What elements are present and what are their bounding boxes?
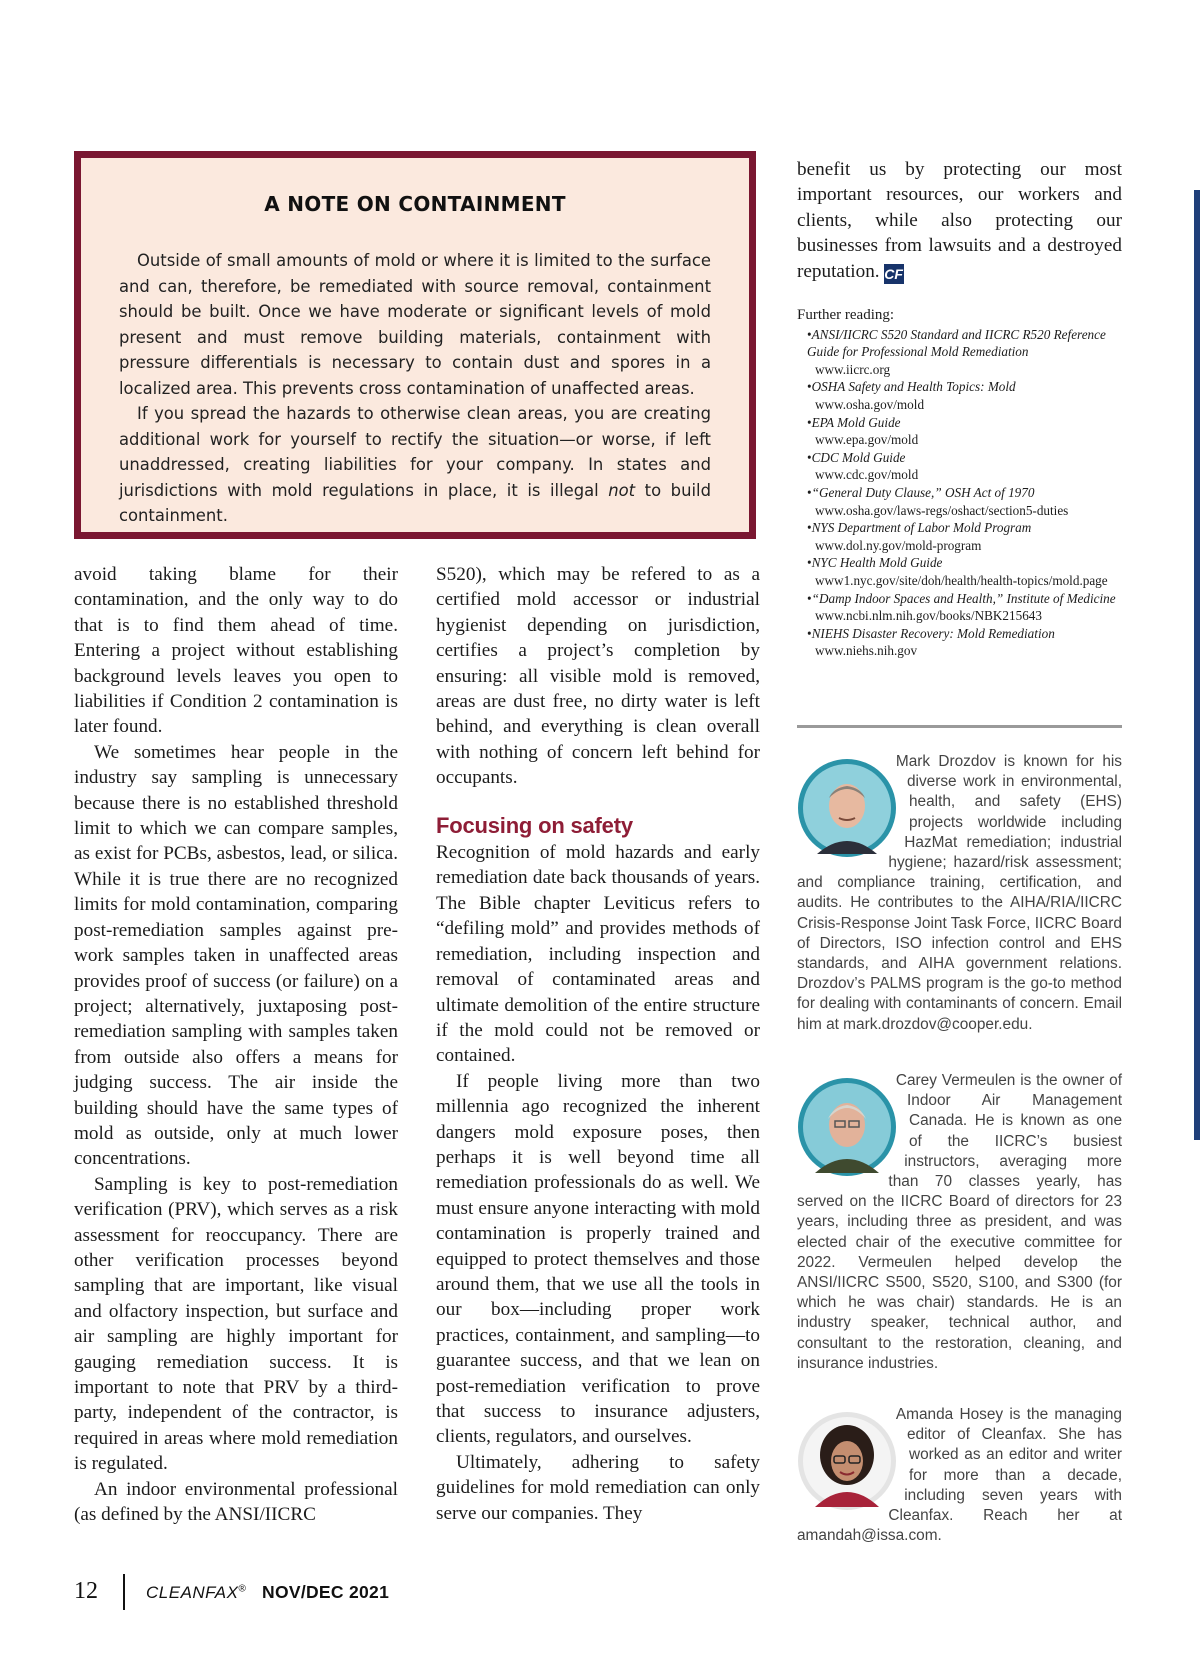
avatar — [797, 1077, 903, 1183]
avatar — [797, 1411, 903, 1517]
reading-link[interactable]: www.epa.gov/mold — [815, 432, 919, 448]
reading-link[interactable]: www.dol.ny.gov/mold-program — [815, 537, 982, 553]
section-divider — [797, 725, 1122, 728]
reading-item: • CDC Mold Guide www.cdc.gov/mold — [807, 449, 1127, 484]
issue-date: NOV/DEC 2021 — [262, 1582, 390, 1602]
reading-link[interactable]: www.iicrc.org — [815, 361, 891, 377]
body-paragraph: Ultimately, adhering to safety guidelines for mold remediation can only serve our companies. They — [436, 1451, 760, 1524]
author-bio-vermeulen: Carey Vermeulen is the owner of Indoor Air Management Canada. He is known as one of the IICRC’s busiest instructors, averaging more than 70 classes yearly, has served on the IICRC Board of directors for 23 years, including three as president, and was elected chair of the executive committee for 2022. Vermeulen helped develop the ANSI/IICRC S500, S520, S100, and S300 (for which he was chair) standards. He is an industry speaker, technical author, and consultant to the restoration, cleaning, and insurance industries. — [797, 1072, 1122, 1372]
magazine-name: CLEANFAX® — [146, 1583, 247, 1602]
reading-link[interactable]: www.ncbi.nlm.nih.gov/books/NBK215643 — [815, 608, 1042, 624]
body-paragraph: S520), which may be refered to as a certified mold accessor or industrial hygienist depending on jurisdiction, certifies a project’s completion by ensuring: all visible mold is removed, areas are dust free, no dirty water is left behind, and everything is clean overall with nothing of concern left behind for occupants. — [436, 564, 760, 789]
reading-link[interactable]: www.osha.gov/mold — [815, 396, 925, 412]
body-paragraph: An indoor environmental professional (as defined by the ANSI/IICRC — [74, 1478, 398, 1526]
reading-item: • NYS Department of Labor Mold Program www.dol.ny.gov/mold-program — [807, 519, 1127, 554]
note-title: A NOTE ON CONTAINMENT — [264, 192, 566, 216]
avatar — [797, 758, 903, 864]
further-reading-heading: Further reading: — [797, 307, 895, 323]
article-column-left — [74, 562, 398, 1527]
further-reading-list — [797, 326, 1127, 660]
note-body — [119, 248, 711, 529]
article-column-middle — [436, 562, 760, 1526]
body-paragraph: avoid taking blame for their contamination, and the only way to do that is to find them ahead of time. Entering a project without establishing background levels leaves you open to liabilities if Condition 2 contamination is later found. — [74, 564, 398, 738]
cleanfax-end-mark-icon: CF — [884, 265, 903, 282]
author-bio-drozdov: Mark Drozdov is known for his diverse work in environmental, health, and safety (EHS) projects worldwide including HazMat remediation; industrial hygiene; hazard/risk assessment; and compliance training, certification, and audits. He contributes to the AIHA/RIA/IICRC Crisis-Response Joint Task Force, IICRC Board of Directors, ISO infection control and EHS standards, and AIHA government relations. Drozdov’s PALMS program is the go-to method for dealing with contaminants of concern. Email him at mark.drozdov@cooper.edu. — [797, 753, 1122, 1033]
reading-link[interactable]: www.niehs.nih.gov — [815, 643, 918, 659]
footer-divider — [123, 1574, 125, 1610]
reading-link[interactable]: www.osha.gov/laws-regs/oshact/section5-duties — [815, 502, 1069, 518]
note-paragraph: If you spread the hazards to otherwise clean areas, you are creating additional work for yourself to rectify the situation—or worse, if left unaddressed, creating liabilities for your company. In states and jurisdictions with mold regulations in place, it is illegal not to build containment. — [119, 404, 711, 525]
author-bio-hosey: Amanda Hosey is the managing editor of Cleanfax. She has worked as an editor and writer for more than a decade, including seven years with Cleanfax. Reach her at amandah@issa.com. — [797, 1406, 1122, 1545]
body-paragraph: Sampling is key to post-remediation verification (PRV), which serves as a risk assessment for reoccupancy. There are other verification processes beyond sampling that are important, like visual and olfactory inspection, but surface and air sampling are highly important for gauging remediation success. It is important to note that PRV by a third-party, independent of the contractor, is required in areas where mold remediation is regulated. — [74, 1173, 398, 1475]
article-column-right — [797, 157, 1122, 284]
reading-item: • EPA Mold Guide www.epa.gov/mold — [807, 414, 1127, 449]
section-subhead: Focusing on safety — [436, 812, 633, 838]
body-paragraph: If people living more than two millennia ago recognized the inherent dangers mold exposure poses, then perhaps it is well beyond time all remediation professionals do as well. We must ensure anyone interacting with mold contamination is properly trained and equipped to protect themselves and those around them, that we use all the tools in our box—including proper work practices, containment, and sampling—to guarantee success, and that we lean on post-remediation verification to prove that success to insurance adjusters, clients, regulators, and ourselves. — [436, 1070, 760, 1448]
body-paragraph: We sometimes hear people in the industry say sampling is unnecessary because there is no established threshold limit to which we can compare samples, as exist for PCBs, asbestos, lead, or silica. While it is true there are no recognized limits for mold contamination, comparing post-remediation samples against pre-work samples taken in unaffected areas provides proof of success (or failure) on a project; alternatively, juxtaposing post-remediation sampling with samples taken from outside also offers a means for judging success. The air inside the building should have the same types of mold as outside, only at much lower concentrations. — [74, 741, 398, 1170]
reading-link[interactable]: www.cdc.gov/mold — [815, 467, 919, 483]
containment-note-box — [74, 151, 756, 539]
reading-item: • NYC Health Mold Guide www1.nyc.gov/site/doh/health/health-topics/mold.page — [807, 554, 1127, 589]
body-paragraph: Recognition of mold hazards and early remediation date back thousands of years. The Bible chapter Leviticus refers to “defiling mold” and provides methods of remediation, including inspection and removal of contaminated areas and ultimate demolition of the entire structure if the mold could not be removed or contained. — [436, 842, 760, 1067]
page-number: 12 — [74, 1578, 98, 1604]
reading-link[interactable]: www1.nyc.gov/site/doh/health/health-topics/mold.page — [815, 572, 1108, 588]
reading-item: • NIEHS Disaster Recovery: Mold Remediation www.niehs.nih.gov — [807, 625, 1127, 660]
page-edge-tab — [1194, 190, 1200, 1140]
note-paragraph: Outside of small amounts of mold or where it is limited to the surface and can, therefore, be remediated with source removal, containment should be built. Once we have moderate or significant levels of mold present and must remove building materials, containment with pressure differentials is necessary to contain dust and spores in a localized area. This prevents cross contamination of unaffected areas. — [119, 251, 711, 398]
reading-item: • “Damp Indoor Spaces and Health,” Institute of Medicine www.ncbi.nlm.nih.gov/books/NBK215643 — [807, 590, 1127, 625]
reading-item: • OSHA Safety and Health Topics: Mold www.osha.gov/mold — [807, 378, 1127, 413]
reading-item: • “General Duty Clause,” OSH Act of 1970 www.osha.gov/laws-regs/oshact/section5-duties — [807, 484, 1127, 519]
further-reading — [797, 307, 1127, 660]
body-paragraph: benefit us by protecting our most important resources, our workers and clients, while also protecting our businesses from lawsuits and a destroyed reputation. CF — [797, 159, 1122, 282]
reading-item: • ANSI/IICRC S520 Standard and IICRC R520 Reference Guide for Professional Mold Remediation www.iicrc.org — [807, 326, 1127, 379]
